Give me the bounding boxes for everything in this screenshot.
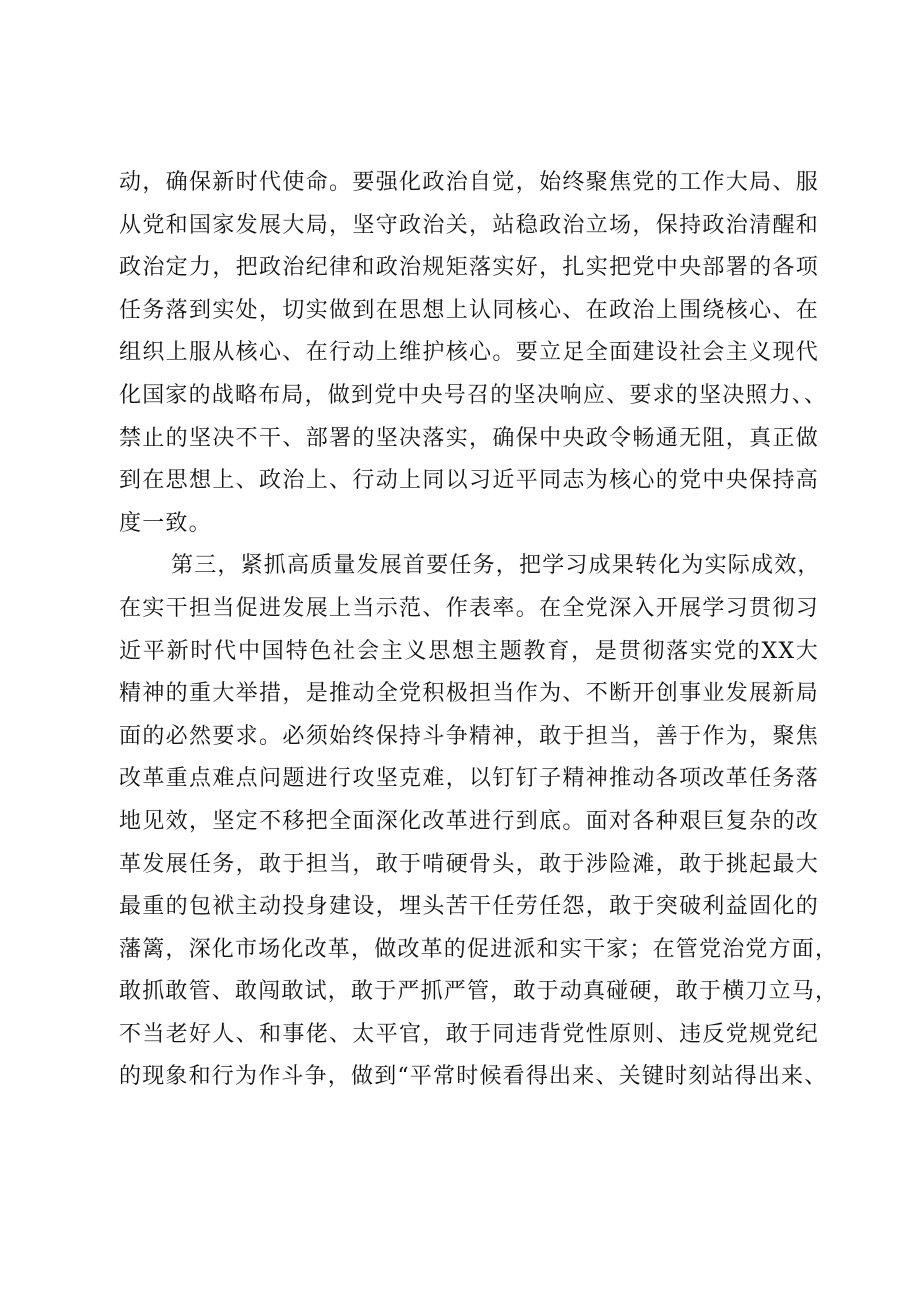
text-line: 改革重点难点问题进行攻坚克难，以钉钉子精神推动各项改革任务落 [119,766,819,792]
text-line: 敢抓敢管、敢闯敢试，敢于严抓严管，敢于动真碰硬，敢于横刀立马， [119,979,839,1005]
text-line: 禁止的坚决不干、部署的坚决落实，确保中央政令畅通无阻，真正做 [119,425,819,451]
text-line: 第三，紧抓高质量发展首要任务，把学习成果转化为实际成效， [171,553,821,579]
text-line: 到在思想上、政治上、行动上同以习近平同志为核心的党中央保持高 [119,468,819,494]
text-line: 化国家的战略布局，做到党中央号召的坚决响应、要求的坚决照力、、 [119,382,828,408]
document-body [119,162,839,1099]
text-line: 革发展任务，敢于担当，敢于啃硬骨头，敢于涉险滩，敢于挑起最大 [119,851,819,877]
text-line: 的现象和行为作斗争，做到“平常时候看得出来、关键时刻站得出来、 [119,1064,828,1090]
text-line: 地见效，坚定不移把全面深化改革进行到底。面对各种艰巨复杂的改 [119,808,819,834]
text-line: 组织上服从核心、在行动上维护核心。要立足全面建设社会主义现代 [119,340,819,366]
text-line: 从党和国家发展大局，坚守政治关，站稳政治立场，保持政治清醒和 [119,212,819,238]
text-line: 精神的重大举措，是推动全党积极担当作为、不断开创事业发展新局 [119,681,819,707]
text-line: 任务落到实处，切实做到在思想上认同核心、在政治上围绕核心、在 [119,297,819,323]
text-line: 面的必然要求。必须始终保持斗争精神，敢于担当，善于作为，聚焦 [119,723,819,749]
text-line: 动，确保新时代使命。要强化政治自觉，始终聚焦党的工作大局、服 [119,170,819,195]
text-line: 不当老好人、和事佬、太平官，敢于同违背党性原则、违反党规党纪 [119,1021,819,1047]
text-line: 政治定力，把政治纪律和政治规矩落实好，扎实把党中央部署的各项 [119,255,819,281]
text-line: 藩篱，深化市场化改革，做改革的促进派和实干家；在管党治党方面， [119,936,839,962]
text-line: 最重的包袱主动投身建设，埋头苦干任劳任怨，敢于突破利益固化的 [119,894,819,920]
text-line: 在实干担当促进发展上当示范、作表率。在全党深入开展学习贯彻习 [119,595,819,621]
text-line: 近平新时代中国特色社会主义思想主题教育，是贯彻落实党的XX大 [119,638,819,664]
text-line: 度一致。 [119,510,212,536]
paragraph-continued [119,162,828,545]
paragraph-third [119,545,839,1099]
